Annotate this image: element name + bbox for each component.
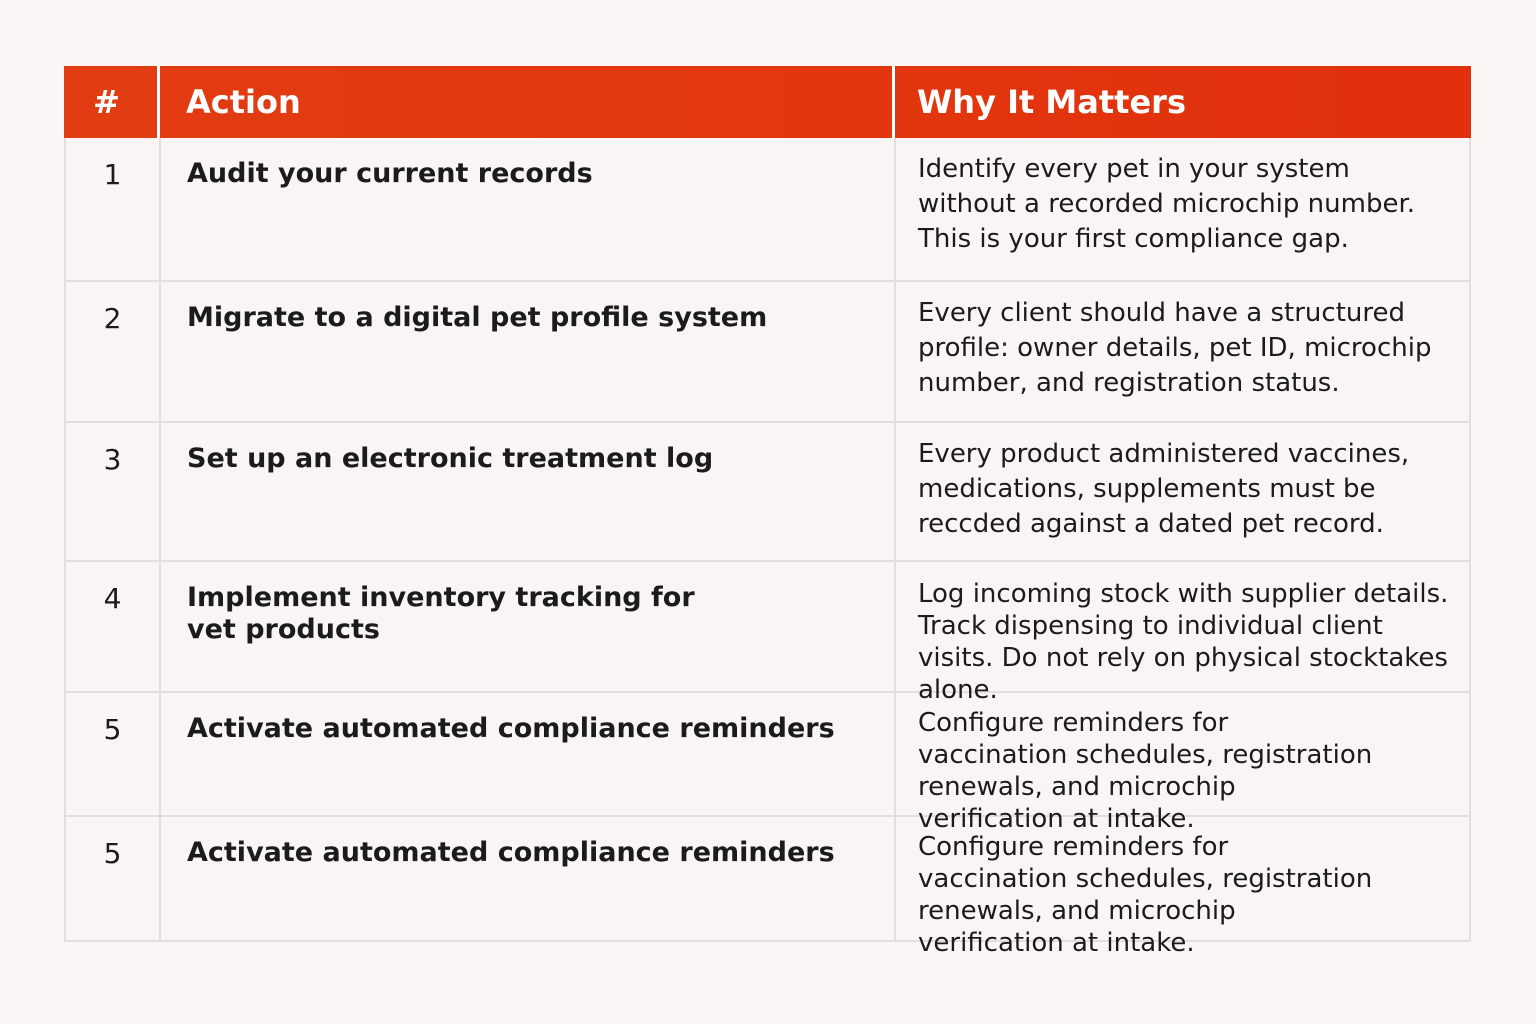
row-action: Activate automated compliance reminders bbox=[161, 693, 896, 815]
row-why: Identify every pet in your system without a recorded microchip number. This is your first compliance gap. bbox=[918, 154, 1416, 254]
row-why: Configure reminders for vaccination schedules, registration renewals, and microchip verification at intake. bbox=[918, 708, 1373, 834]
column-header-why: Why It Matters bbox=[917, 83, 1186, 121]
row-number: 1 bbox=[66, 138, 161, 280]
row-number: 5 bbox=[66, 817, 161, 940]
row-why: Every product administered vaccines, medications, supplements must be reccded against a dated pet record. bbox=[918, 439, 1410, 539]
column-header-action: Action bbox=[160, 66, 895, 138]
table-row bbox=[64, 817, 1471, 958]
row-action: Implement inventory tracking for vet products bbox=[161, 562, 896, 691]
table-row bbox=[64, 562, 1471, 705]
table-row bbox=[64, 138, 1471, 282]
row-action: Audit your current records bbox=[161, 138, 896, 280]
column-header-number bbox=[64, 66, 160, 138]
row-number: 3 bbox=[66, 423, 161, 560]
table-row bbox=[64, 423, 1471, 562]
row-action: Set up an electronic treatment log bbox=[161, 423, 896, 560]
row-number: 4 bbox=[66, 562, 161, 691]
action-table bbox=[64, 66, 1471, 958]
row-why: Every client should have a structured profile: owner details, pet ID, microchip number, and registration status. bbox=[918, 298, 1432, 398]
row-number: 5 bbox=[66, 693, 161, 815]
row-action: Activate automated compliance reminders bbox=[161, 817, 896, 940]
row-action: Migrate to a digital pet profile system bbox=[161, 282, 896, 421]
column-header-number-label: # bbox=[93, 83, 120, 121]
table-row bbox=[64, 282, 1471, 423]
row-number: 2 bbox=[66, 282, 161, 421]
table-row bbox=[64, 693, 1471, 834]
row-why: Configure reminders for vaccination schedules, registration renewals, and microchip verification at intake. bbox=[918, 832, 1373, 958]
table-header bbox=[64, 66, 1471, 138]
row-why: Log incoming stock with supplier details. Track dispensing to individual client visits. Do not rely on physical stocktakes alone. bbox=[918, 579, 1449, 705]
